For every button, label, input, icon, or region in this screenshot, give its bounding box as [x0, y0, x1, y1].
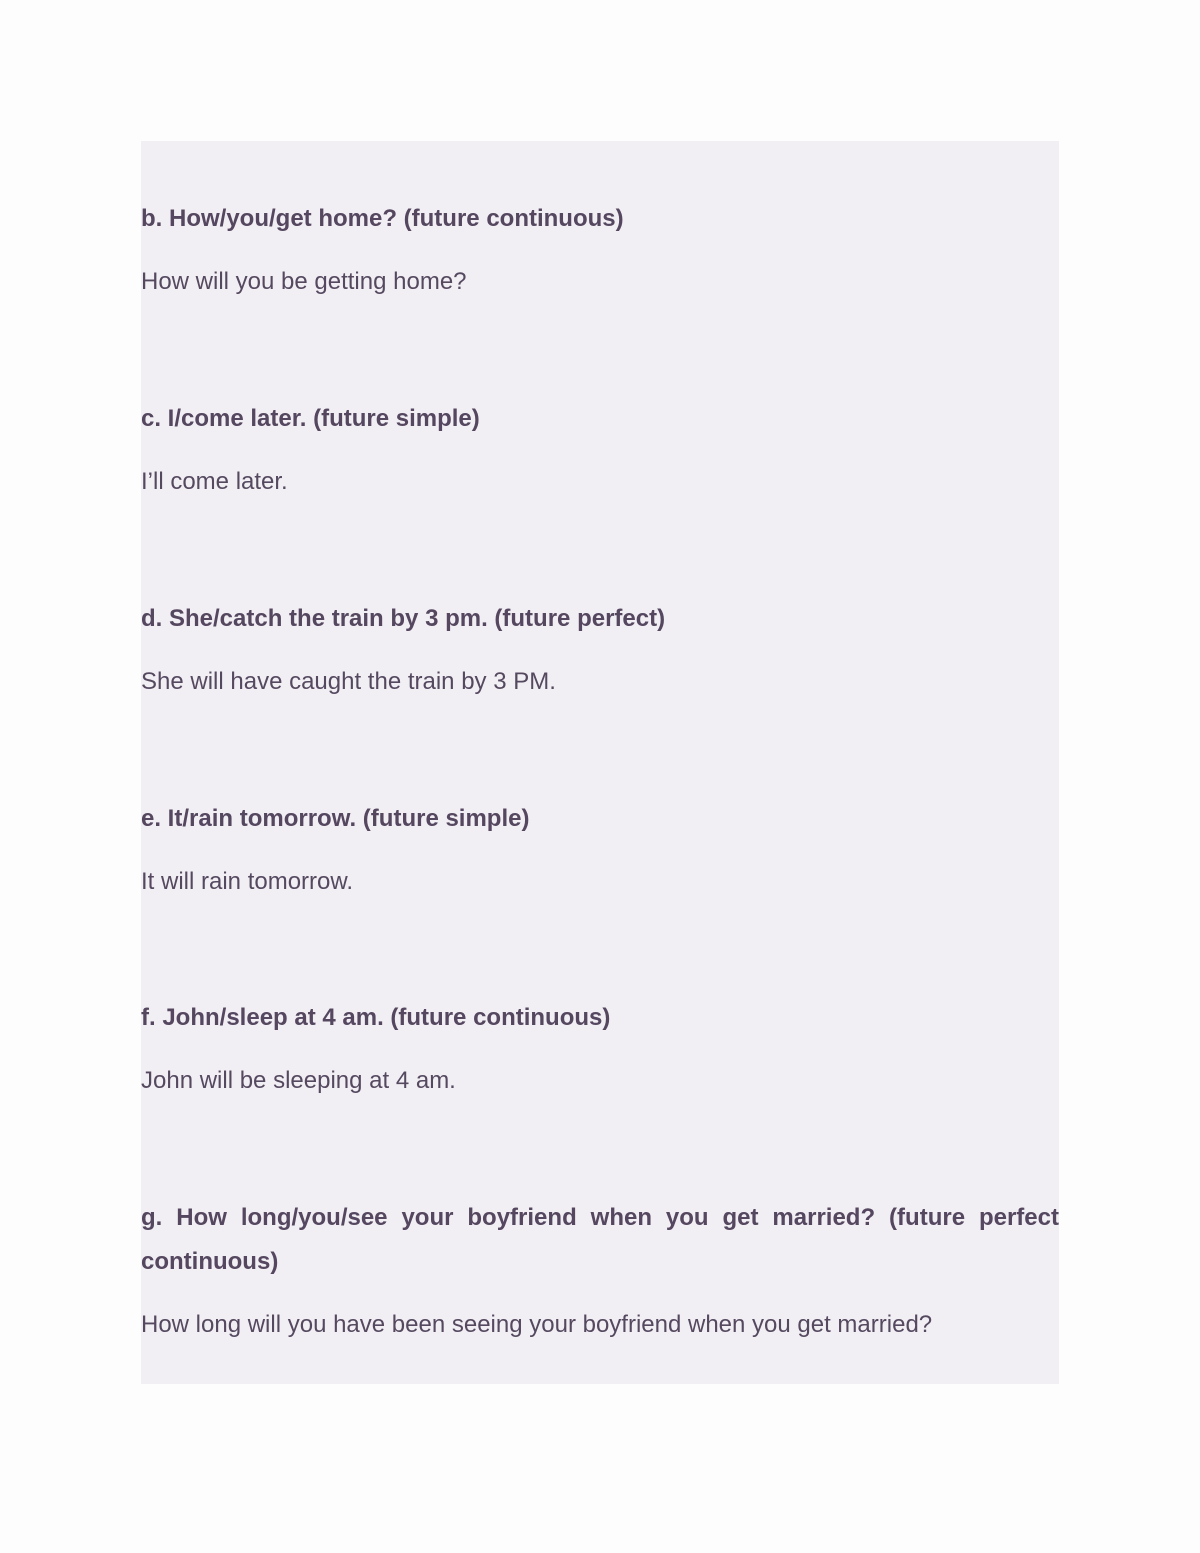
question-d: d. She/catch the train by 3 pm. (future perfect) [141, 605, 666, 632]
exercise-item-d [141, 597, 1059, 697]
exercise-item-e [141, 797, 1059, 897]
question-f: f. John/sleep at 4 am. (future continuous) [141, 1004, 611, 1031]
question-c: c. I/come later. (future simple) [141, 405, 480, 432]
question-e: e. It/rain tomorrow. (future simple) [141, 805, 530, 832]
exercise-item-f [141, 996, 1059, 1096]
question-b: b. How/you/get home? (future continuous) [141, 205, 624, 232]
exercise-item-g [141, 1196, 1059, 1340]
answer-c: I’ll come later. [141, 468, 288, 495]
answer-f: John will be sleeping at 4 am. [141, 1067, 456, 1094]
question-g: g. How long/you/see your boyfriend when you get married? (future perfect continuous) [141, 1204, 1059, 1275]
exercise-item-b [141, 197, 1059, 297]
answer-d: She will have caught the train by 3 PM. [141, 668, 556, 695]
answer-g: How long will you have been seeing your boyfriend when you get married? [141, 1311, 933, 1338]
answer-e: It will rain tomorrow. [141, 868, 354, 895]
answer-b: How will you be getting home? [141, 268, 467, 295]
exercise-item-c [141, 397, 1059, 497]
